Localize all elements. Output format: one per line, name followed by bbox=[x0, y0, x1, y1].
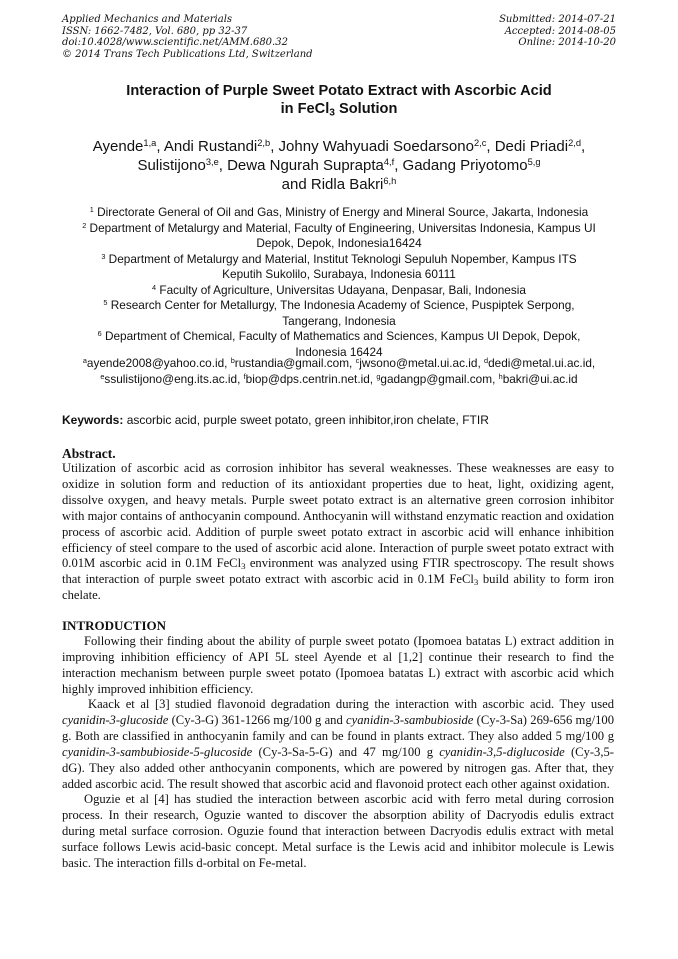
keywords-label: Keywords: bbox=[62, 413, 124, 427]
affiliation: $^5$ Research Center for Metallurgy, The Indonesia Academy of Science, Puspiptek Serpong, Tangerang, Indonesia bbox=[103, 297, 575, 328]
affiliation: $^4$ Faculty of Agriculture, Universitas Udayana, Denpasar, Bali, Indonesia bbox=[152, 282, 526, 297]
email-address[interactable]: $^h$bakri@ui.ac.id bbox=[498, 371, 578, 386]
email-line-1: $^a$ayende2008@yahoo.co.id, $^b$rustandia@gmail.com, $^c$jwsono@metal.ui.ac.id, $^d$dedi@metal.ui.ac.id, bbox=[82, 355, 596, 370]
email-address[interactable]: $^f$biop@dps.centrin.net.id bbox=[243, 371, 370, 386]
title-line-1: Interaction of Purple Sweet Potato Extract with Ascorbic Acid bbox=[126, 83, 552, 99]
paragraph: Following their finding about the ability of purple sweet potato (Ipomoea batatas L) extract addition in improving inhibition efficiency of API 5L steel Ayende et al [1,2] continue their research to find the interaction mechanism between purple sweet potato (Ipomoea batatas L) extract with ascorbic acid which highly improved inhibition efficiency. bbox=[62, 634, 614, 696]
paper-title bbox=[60, 82, 618, 118]
keywords bbox=[62, 413, 618, 428]
author: Gadang Priyotomo$^{5,g}$ bbox=[402, 156, 541, 174]
journal-name: Applied Mechanics and Materials bbox=[62, 14, 233, 25]
issn-line: ISSN: 1662-7482, Vol. 680, pp 32-37 bbox=[62, 25, 248, 37]
author: Ayende$^{1,a}$, bbox=[92, 137, 164, 155]
affiliation: $^1$ Directorate General of Oil and Gas, Ministry of Energy and Mineral Source, Jakarta, Indonesia bbox=[89, 204, 589, 219]
email-list bbox=[50, 356, 628, 387]
title-line-2 bbox=[60, 100, 618, 118]
paragraph: Kaack et al [3] studied flavonoid degradation during the interaction with ascorbic acid. They used cyanidin-3-glucoside (Cy-3-G) 361-1266 mg/100 g and cyanidin-3-sambubioside (Cy-3-Sa) 269-656 mg/100 g. Both are classified in anthocyanin family and can be found in plants extract. They also added 5 mg/100 g cyanidin-3-sambubioside-5-glucoside (Cy-3-Sa-5-G) and 47 mg/100 g cyanidin-3,5-diglucoside (Cy-3,5-dG). They also added other anthocyanin components, which are powered by nitrogen gas. After that, they added ascorbic acid. The result showed that ascorbic acid and flavonoid protect each other against oxidation. bbox=[62, 697, 614, 791]
author: Andi Rustandi$^{2,b}$, bbox=[163, 137, 279, 155]
author: Sulistijono$^{3,e}$, bbox=[137, 156, 228, 174]
title-suffix: Solution bbox=[334, 101, 398, 117]
affiliation: $^3$ Department of Metalurgy and Material, Institut Teknologi Sepuluh Nopember, Kampus ITS Keputih Sukolilo, Surabaya, Indonesia 60111 bbox=[101, 251, 577, 281]
email-address[interactable]: $^d$dedi@metal.ui.ac.id, bbox=[484, 355, 596, 370]
title-subscript: 3 bbox=[329, 107, 335, 119]
journal-header bbox=[62, 14, 313, 60]
paragraph: Oguzie et al [4] has studied the interaction between ascorbic acid with ferro metal during corrosion process. In their research, Oguzie wanted to discover the absorption ability of Dacryodis edulis extract during metal surface corrosion. Oguzie found that interaction between Dacryodis edulis extract with metal surface follows Lewis acid-basic concept. Metal surface is the Lewis acid and inhibitor molecule is Lewis basic. The interaction fills d-orbital on Fe-metal. bbox=[62, 792, 614, 870]
author: Dedi Priadi$^{2,d}$, bbox=[494, 137, 586, 155]
online-date: Online: 2014-10-20 bbox=[518, 37, 616, 48]
affiliation: $^6$ Department of Chemical, Faculty of Mathematics and Sciences, Kampus UI Depok, Depok, Indonesia 16424 bbox=[97, 328, 581, 359]
dates-header bbox=[499, 14, 616, 49]
email-address[interactable]: $^g$gadangp@gmail.com bbox=[376, 371, 493, 386]
author-list bbox=[50, 137, 628, 194]
author: Dewa Ngurah Suprapta$^{4,f}$, bbox=[227, 156, 403, 174]
author-line-2 bbox=[50, 156, 628, 175]
abstract-body: Utilization of ascorbic acid as corrosion inhibitor has several weaknesses. These weaknesses are easy to oxidize in solution form and reduction of its antioxidant properties due to heat, light, oxidizing agent, dissolve oxygen, and heavy metals. Purple sweet potato extract is an alternative green corrosion inhibitor with major contains of anthocyanin compound. Anthocyanin will withstand enzymatic reaction and oxidation process of ascorbic acid. Addition of purple sweet potato extract in ascorbic acid will enhance inhibition efficiency of steel compare to the used of ascorbic acid alone. Interaction of purple sweet potato extract with 0.01M ascorbic acid in 0.1M FeCl$_3$ environment was analyzed using FTIR spectroscopy. The result shows that interaction of purple sweet potato extract with ascorbic acid in 0.1M FeCl$_3$ build ability to form iron chelate. bbox=[62, 461, 614, 603]
author: Johny Wahyuadi Soedarsono$^{2,c}$, bbox=[278, 137, 495, 155]
introduction-heading: INTRODUCTION bbox=[62, 618, 167, 633]
keywords-text: ascorbic acid, purple sweet potato, green inhibitor,iron chelate, FTIR bbox=[123, 413, 489, 427]
doi-line: doi:10.4028/www.scientific.net/AMM.680.32 bbox=[62, 37, 288, 48]
introduction-body bbox=[62, 634, 614, 872]
author-line-3 bbox=[50, 175, 628, 194]
copyright-line: © 2014 Trans Tech Publications Ltd, Switzerland bbox=[62, 48, 313, 60]
accepted-date: Accepted: 2014-08-05 bbox=[504, 25, 616, 37]
email-address[interactable]: $^b$rustandia@gmail.com bbox=[230, 355, 350, 370]
title-prefix: in FeCl bbox=[280, 101, 330, 117]
affiliation-list bbox=[55, 205, 623, 360]
submitted-date: Submitted: 2014-07-21 bbox=[499, 14, 616, 25]
email-address[interactable]: $^e$ssulistijono@eng.its.ac.id bbox=[100, 371, 238, 386]
author: and Ridla Bakri$^{6,h}$ bbox=[281, 175, 397, 193]
email-address[interactable]: $^a$ayende2008@yahoo.co.id bbox=[82, 355, 225, 370]
email-line-2: $^e$ssulistijono@eng.its.ac.id, $^f$biop@dps.centrin.net.id, $^g$gadangp@gmail.com, $^h$bakri@ui.ac.id bbox=[100, 371, 578, 386]
email-address[interactable]: $^c$jwsono@metal.ui.ac.id bbox=[355, 355, 478, 370]
author-line-1 bbox=[50, 137, 628, 156]
affiliation: $^2$ Department of Metalurgy and Material, Faculty of Engineering, Universitas Indonesia, Kampus UI Depok, Depok, Indonesia16424 bbox=[82, 220, 596, 250]
abstract-heading: Abstract. bbox=[62, 446, 116, 461]
